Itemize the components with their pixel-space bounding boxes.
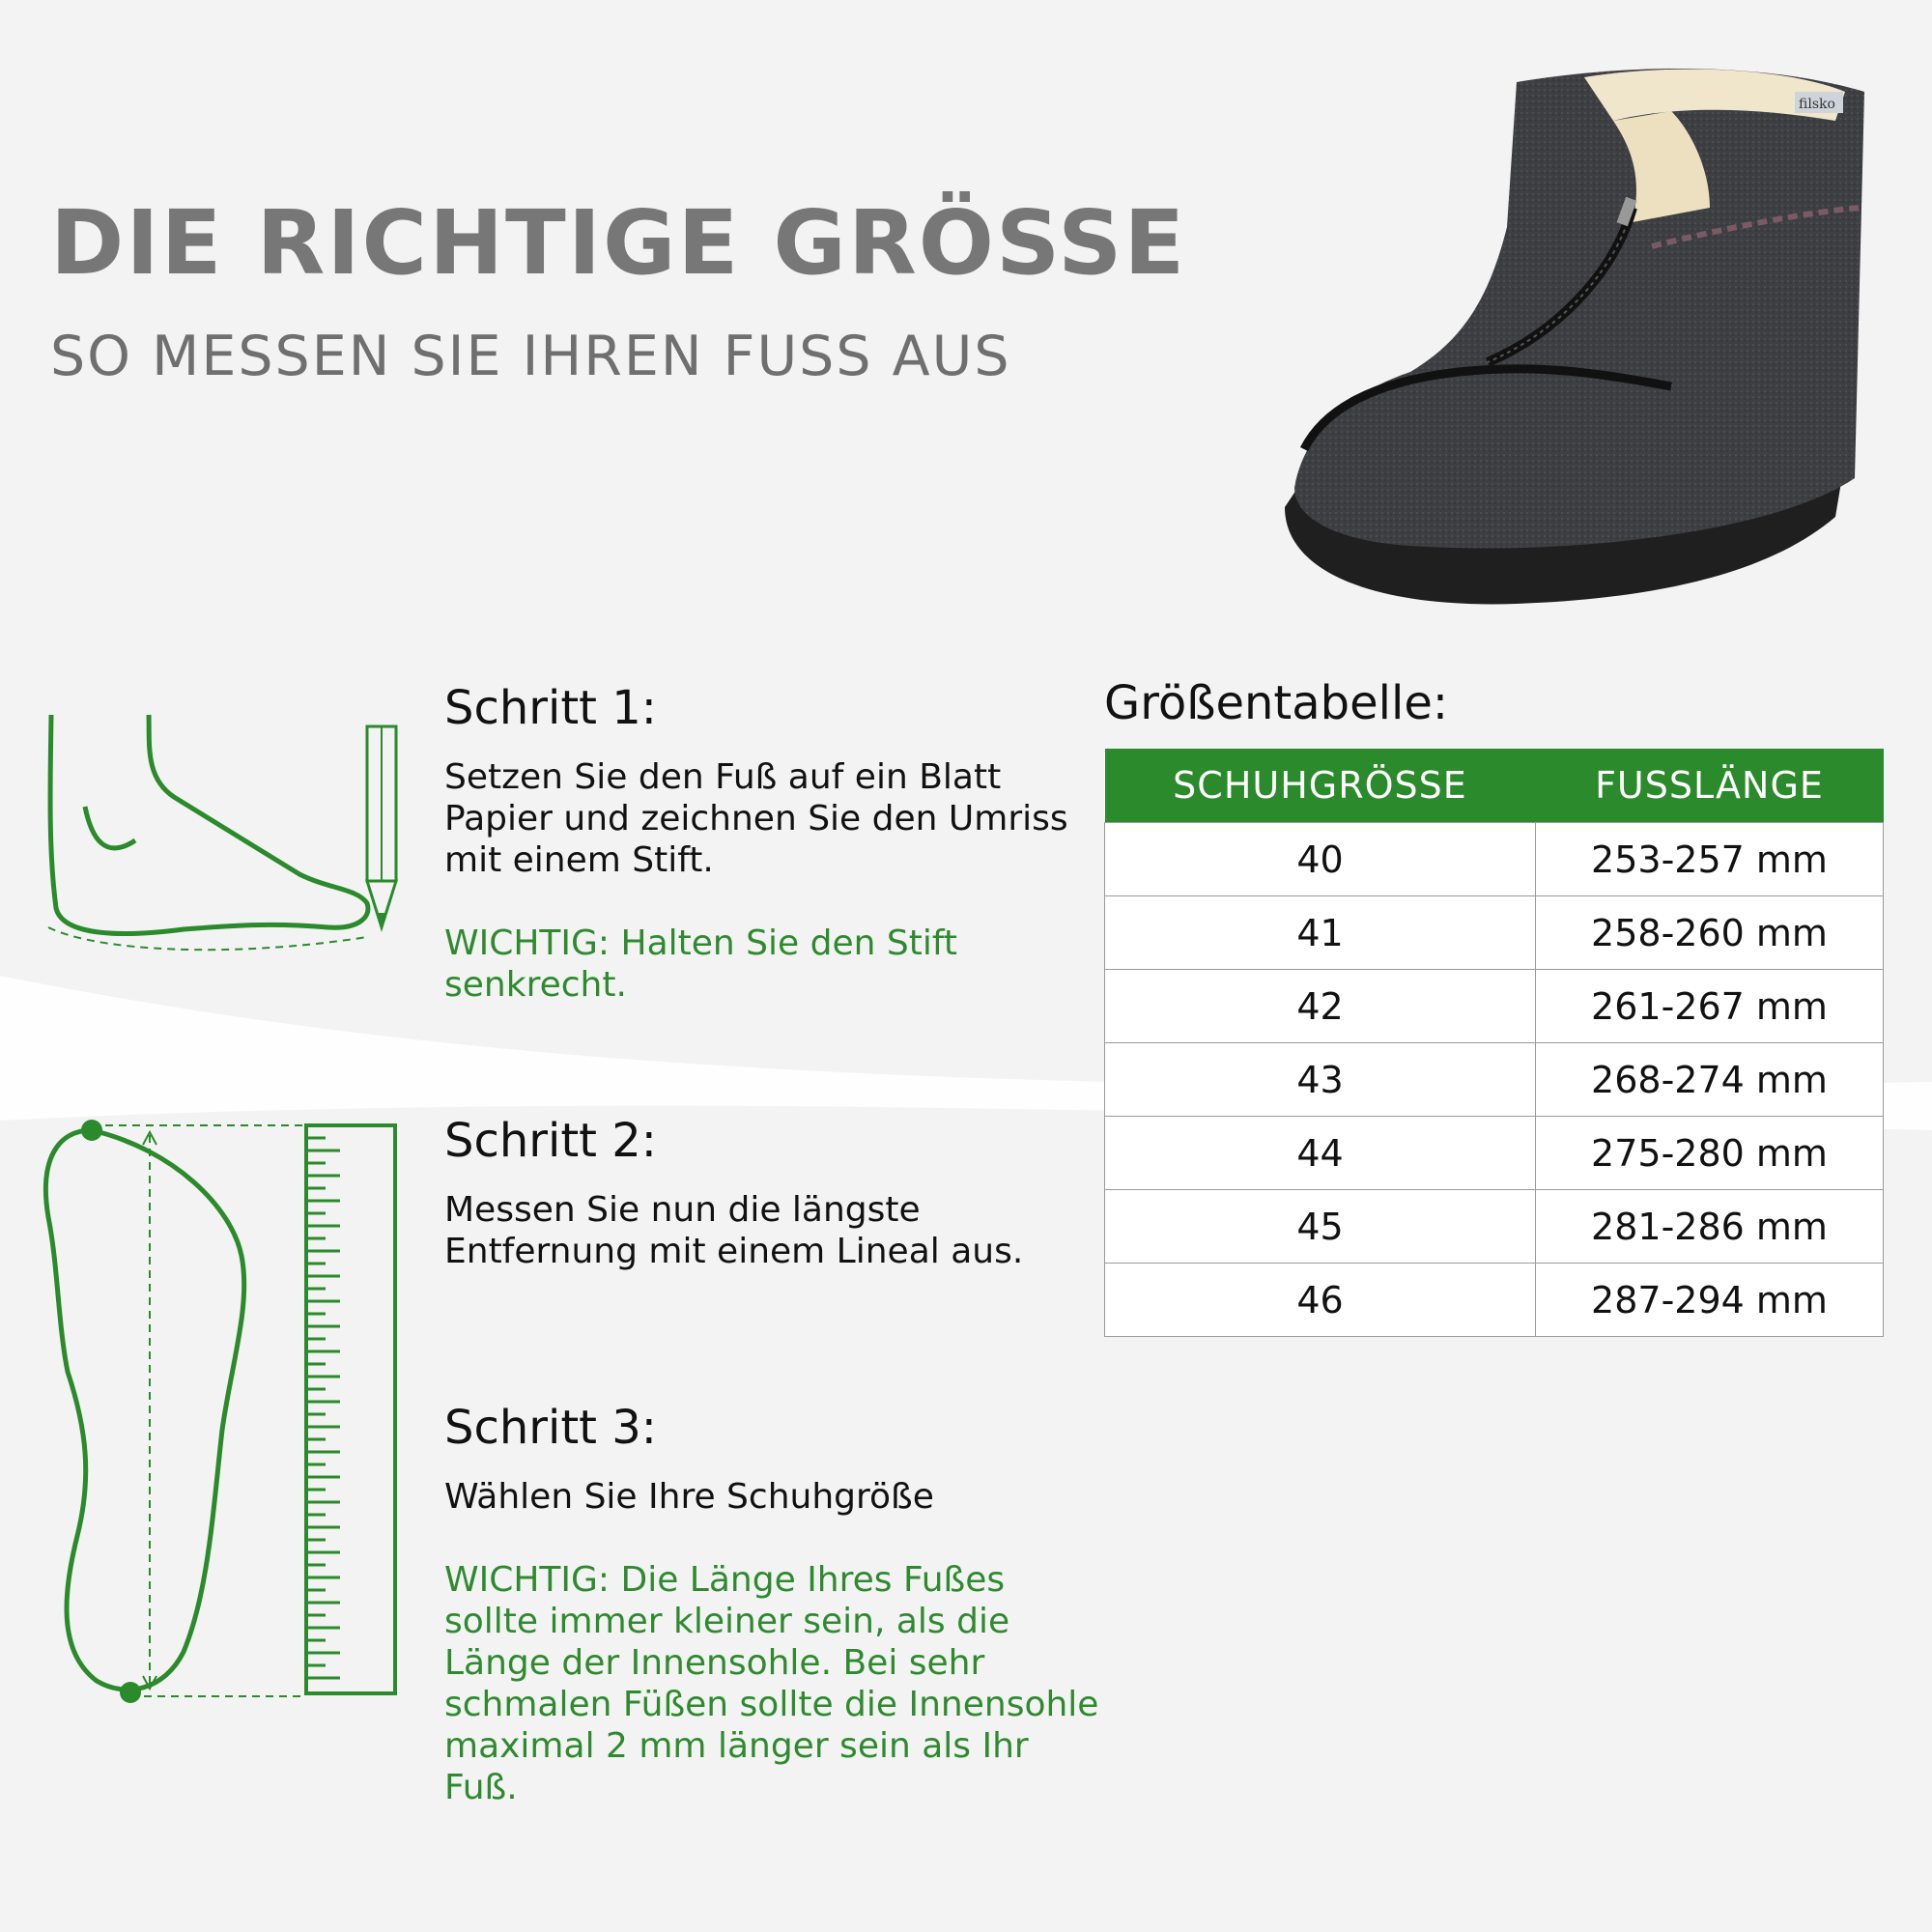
step-3 [444, 1401, 1101, 1808]
shoe-size-cell: 42 [1105, 970, 1536, 1043]
table-row [1105, 1190, 1884, 1264]
shoe-size-cell: 45 [1105, 1190, 1536, 1264]
ruler-icon [306, 1125, 395, 1693]
shoe-size-cell: 46 [1105, 1264, 1536, 1337]
foot-length-cell: 275-280 mm [1536, 1117, 1884, 1190]
foot-measure-icon [39, 1111, 415, 1710]
felt-boot-image [1265, 53, 1884, 623]
table-row [1105, 1117, 1884, 1190]
step-1 [444, 681, 1101, 1006]
step-3-heading: Schritt 3: [444, 1401, 657, 1455]
pencil-icon [367, 726, 396, 927]
foot-side-outline-icon [39, 705, 406, 956]
brand-label: filsko [1799, 97, 1835, 112]
foot-length-cell: 261-267 mm [1536, 970, 1884, 1043]
table-row [1105, 823, 1884, 896]
step-2-heading: Schritt 2: [444, 1114, 657, 1168]
table-row [1105, 970, 1884, 1043]
shoe-size-cell: 43 [1105, 1043, 1536, 1117]
column-header-foot-length: FUSSLÄNGE [1536, 749, 1884, 823]
table-row [1105, 1043, 1884, 1117]
shoe-size-cell: 44 [1105, 1117, 1536, 1190]
step-2 [444, 1114, 1101, 1272]
column-header-shoe-size: SCHUHGRÖSSE [1105, 749, 1536, 823]
size-table-title: Größentabelle: [1104, 676, 1449, 730]
page-subtitle: SO MESSEN SIE IHREN FUSS AUS [50, 325, 1011, 388]
step-1-note: WICHTIG: Halten Sie den Stift senkrecht. [444, 923, 957, 1005]
foot-length-cell: 281-286 mm [1536, 1190, 1884, 1264]
size-table-header [1105, 749, 1884, 823]
foot-length-cell: 253-257 mm [1536, 823, 1884, 896]
step-3-text: Wählen Sie Ihre Schuhgröße [444, 1477, 934, 1517]
page-title: DIE RICHTIGE GRÖSSE [50, 191, 1187, 295]
shoe-size-cell: 40 [1105, 823, 1536, 896]
foot-length-cell: 268-274 mm [1536, 1043, 1884, 1117]
step-2-text: Messen Sie nun die längste Entfernung mit einem Lineal aus. [444, 1190, 1024, 1271]
shoe-size-cell: 41 [1105, 896, 1536, 970]
table-row [1105, 1264, 1884, 1337]
step-1-text: Setzen Sie den Fuß auf ein Blatt Papier und zeichnen Sie den Umriss mit einem Stift. [444, 757, 1068, 880]
table-row [1105, 896, 1884, 970]
size-table [1104, 749, 1884, 1337]
step-1-heading: Schritt 1: [444, 681, 657, 735]
foot-length-cell: 258-260 mm [1536, 896, 1884, 970]
foot-length-cell: 287-294 mm [1536, 1264, 1884, 1337]
step-3-note: WICHTIG: Die Länge Ihres Fußes sollte immer kleiner sein, als die Länge der Innensohle. Bei sehr schmalen Füßen sollte die Innensohle maximal 2 mm länger sein als Ihr Fuß. [444, 1560, 1099, 1807]
